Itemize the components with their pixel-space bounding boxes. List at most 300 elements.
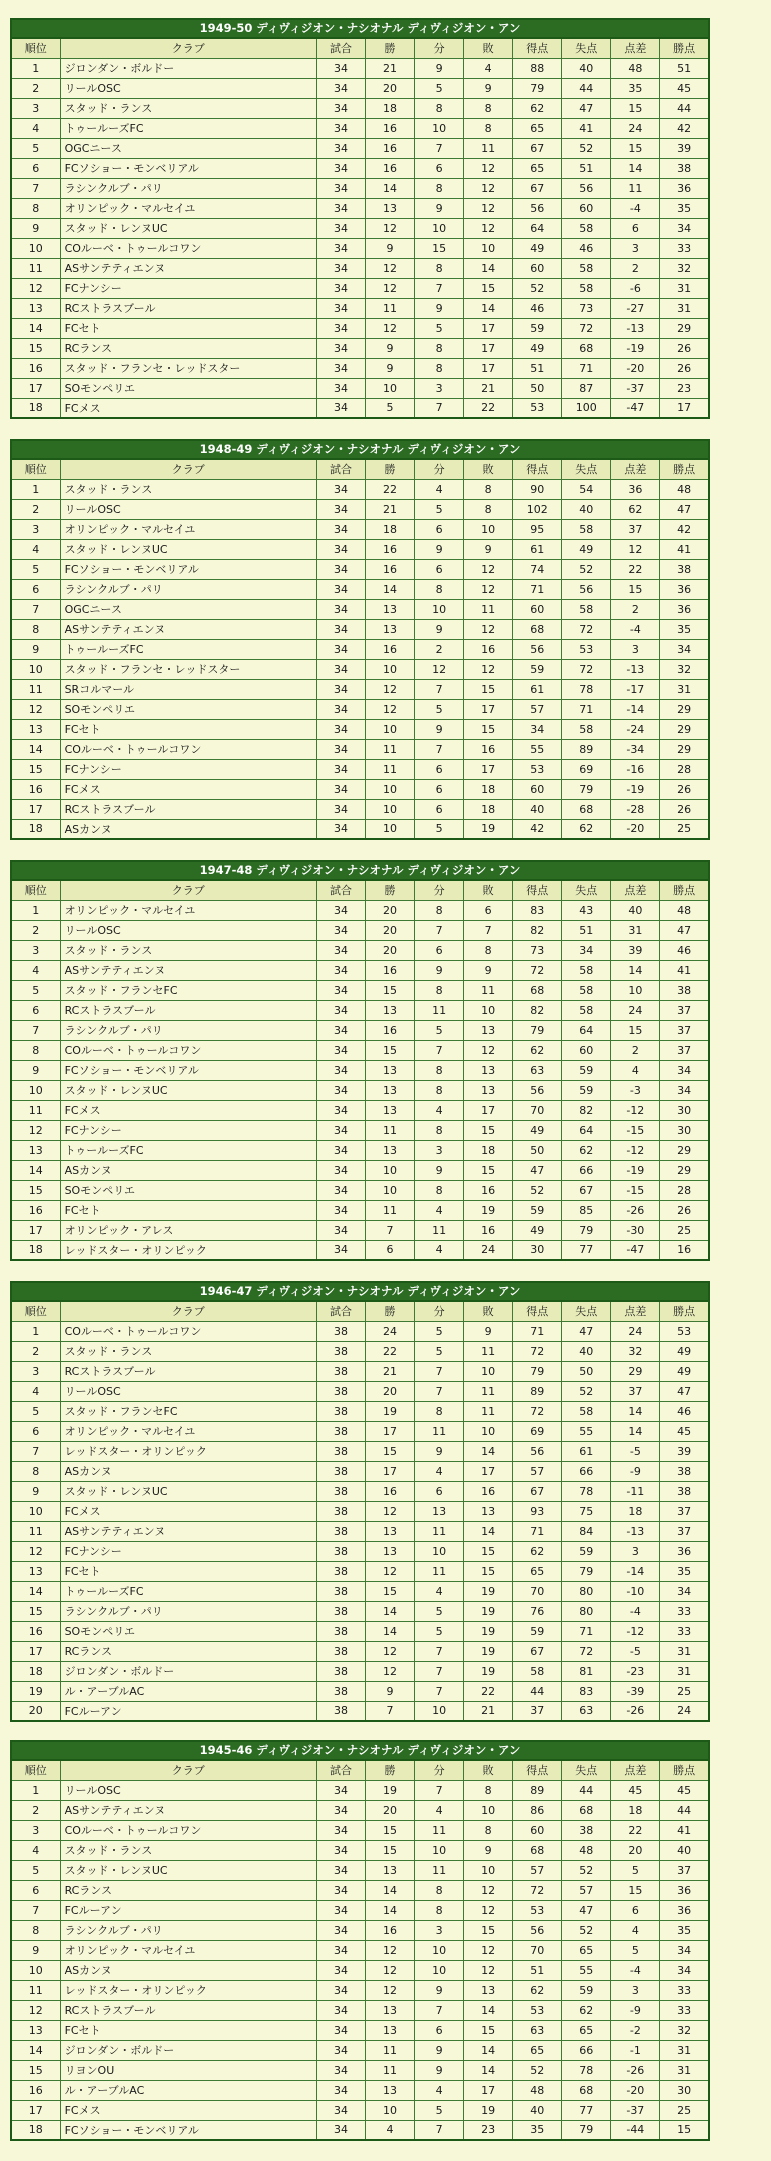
cell-goals-for: 89 [513,1381,562,1401]
cell-goals-for: 72 [513,1341,562,1361]
cell-goals-for: 72 [513,1880,562,1900]
cell-points: 44 [660,1800,709,1820]
cell-won: 12 [365,318,414,338]
cell-played: 38 [316,1561,365,1581]
cell-points: 37 [660,1040,709,1060]
cell-goal-difference: -19 [611,338,660,358]
cell-won: 12 [365,218,414,238]
table-row [11,2020,709,2040]
cell-played: 38 [316,1541,365,1561]
cell-goal-difference: -6 [611,278,660,298]
table-row [11,358,709,378]
cell-points: 29 [660,719,709,739]
table-row [11,318,709,338]
table-row [11,779,709,799]
table-row [11,719,709,739]
cell-played: 38 [316,1641,365,1661]
cell-played: 34 [316,178,365,198]
cell-drawn: 9 [415,619,464,639]
cell-won: 7 [365,1220,414,1240]
cell-drawn: 8 [415,1900,464,1920]
table-row [11,158,709,178]
table-row [11,1000,709,1020]
cell-points: 15 [660,2120,709,2140]
table-row [11,980,709,1000]
cell-goals-against: 78 [562,2060,611,2080]
cell-lost: 17 [464,1100,513,1120]
cell-goal-difference: -20 [611,358,660,378]
cell-goals-for: 83 [513,900,562,920]
cell-position: 8 [11,198,60,218]
cell-drawn: 6 [415,519,464,539]
cell-points: 53 [660,1321,709,1341]
table-row [11,1120,709,1140]
cell-drawn: 11 [415,1820,464,1840]
cell-position: 5 [11,1401,60,1421]
cell-position: 3 [11,98,60,118]
cell-drawn: 4 [415,1581,464,1601]
cell-lost: 17 [464,1461,513,1481]
cell-drawn: 7 [415,398,464,418]
cell-lost: 21 [464,1701,513,1721]
cell-won: 18 [365,98,414,118]
cell-won: 20 [365,900,414,920]
cell-points: 25 [660,2100,709,2120]
cell-lost: 10 [464,1421,513,1441]
cell-points: 26 [660,1200,709,1220]
cell-lost: 12 [464,579,513,599]
cell-points: 36 [660,178,709,198]
cell-position: 2 [11,1800,60,1820]
table-row [11,78,709,98]
cell-goal-difference: -9 [611,2000,660,2020]
cell-points: 38 [660,980,709,1000]
cell-position: 4 [11,1840,60,1860]
cell-won: 20 [365,78,414,98]
cell-played: 38 [316,1681,365,1701]
cell-lost: 19 [464,1581,513,1601]
cell-goals-against: 79 [562,2120,611,2140]
cell-points: 26 [660,358,709,378]
cell-position: 7 [11,1900,60,1920]
cell-drawn: 6 [415,158,464,178]
cell-drawn: 4 [415,1461,464,1481]
cell-points: 31 [660,2060,709,2080]
cell-won: 5 [365,398,414,418]
cell-lost: 12 [464,1960,513,1980]
cell-lost: 12 [464,559,513,579]
cell-club: FCメス [60,1501,316,1521]
cell-drawn: 7 [415,138,464,158]
cell-goals-for: 59 [513,1621,562,1641]
table-row [11,98,709,118]
cell-club: スタッド・ランス [60,940,316,960]
table-row [11,2000,709,2020]
cell-won: 20 [365,940,414,960]
cell-goal-difference: 14 [611,1401,660,1421]
cell-played: 38 [316,1661,365,1681]
cell-played: 34 [316,1920,365,1940]
cell-goals-against: 60 [562,198,611,218]
cell-lost: 14 [464,2060,513,2080]
cell-goals-for: 53 [513,2000,562,2020]
cell-won: 13 [365,2020,414,2040]
cell-goal-difference: -14 [611,1561,660,1581]
column-header-position: 順位 [11,38,60,58]
cell-lost: 10 [464,1800,513,1820]
cell-played: 34 [316,559,365,579]
cell-lost: 19 [464,819,513,839]
cell-lost: 8 [464,1820,513,1840]
cell-played: 34 [316,1080,365,1100]
cell-club: オリンピック・マルセイユ [60,198,316,218]
cell-goals-for: 86 [513,1800,562,1820]
column-header-played: 試合 [316,880,365,900]
cell-lost: 9 [464,1321,513,1341]
cell-goals-against: 59 [562,1060,611,1080]
cell-played: 34 [316,639,365,659]
cell-played: 34 [316,298,365,318]
cell-points: 33 [660,1980,709,2000]
cell-drawn: 12 [415,659,464,679]
cell-goals-against: 77 [562,1240,611,1260]
cell-goals-for: 51 [513,358,562,378]
cell-goals-for: 42 [513,819,562,839]
cell-won: 20 [365,1800,414,1820]
column-header-drawn: 分 [415,459,464,479]
cell-goals-for: 71 [513,579,562,599]
column-header-goals-for: 得点 [513,1301,562,1321]
cell-position: 13 [11,719,60,739]
column-header-played: 試合 [316,459,365,479]
cell-goals-against: 68 [562,1800,611,1820]
cell-lost: 9 [464,960,513,980]
cell-played: 34 [316,940,365,960]
cell-played: 34 [316,679,365,699]
cell-goal-difference: 4 [611,1060,660,1080]
cell-position: 18 [11,2120,60,2140]
cell-goal-difference: 29 [611,1361,660,1381]
cell-played: 34 [316,499,365,519]
cell-club: FCルーアン [60,1701,316,1721]
cell-goals-for: 88 [513,58,562,78]
table-row [11,1800,709,1820]
cell-drawn: 10 [415,599,464,619]
cell-points: 34 [660,1960,709,1980]
cell-drawn: 8 [415,1120,464,1140]
cell-goals-for: 70 [513,1581,562,1601]
cell-lost: 13 [464,1060,513,1080]
cell-club: RCストラスブール [60,799,316,819]
cell-lost: 16 [464,1481,513,1501]
cell-drawn: 4 [415,1100,464,1120]
cell-position: 8 [11,1461,60,1481]
cell-drawn: 11 [415,1000,464,1020]
season-standings-table [10,860,710,1261]
cell-goal-difference: -13 [611,659,660,679]
cell-drawn: 13 [415,1501,464,1521]
table-row [11,278,709,298]
cell-goal-difference: -17 [611,679,660,699]
cell-lost: 11 [464,599,513,619]
cell-drawn: 9 [415,1160,464,1180]
cell-drawn: 9 [415,298,464,318]
cell-club: ASサンテティエンヌ [60,258,316,278]
cell-played: 34 [316,278,365,298]
cell-lost: 11 [464,1381,513,1401]
cell-goals-against: 52 [562,559,611,579]
cell-drawn: 7 [415,1361,464,1381]
cell-goals-for: 90 [513,479,562,499]
cell-drawn: 10 [415,1701,464,1721]
cell-position: 11 [11,1100,60,1120]
column-header-played: 試合 [316,1760,365,1780]
cell-lost: 8 [464,98,513,118]
cell-club: オリンピック・アレス [60,1220,316,1240]
cell-goal-difference: 31 [611,920,660,940]
cell-goals-for: 30 [513,1240,562,1260]
cell-drawn: 8 [415,980,464,1000]
cell-played: 34 [316,2100,365,2120]
cell-played: 38 [316,1321,365,1341]
cell-goals-against: 43 [562,900,611,920]
cell-goals-for: 70 [513,1100,562,1120]
column-header-position: 順位 [11,880,60,900]
cell-points: 35 [660,198,709,218]
cell-club: SRコルマール [60,679,316,699]
cell-won: 15 [365,1581,414,1601]
cell-goals-for: 60 [513,599,562,619]
cell-club: COルーベ・トゥールコワン [60,1820,316,1840]
cell-goal-difference: 14 [611,960,660,980]
cell-played: 38 [316,1521,365,1541]
cell-played: 34 [316,699,365,719]
cell-position: 5 [11,1860,60,1880]
cell-points: 33 [660,2000,709,2020]
column-header-lost: 敗 [464,880,513,900]
cell-won: 10 [365,819,414,839]
cell-goals-for: 63 [513,2020,562,2040]
cell-won: 6 [365,1240,414,1260]
cell-club: FCルーアン [60,1900,316,1920]
cell-lost: 10 [464,1361,513,1381]
cell-goals-against: 52 [562,1920,611,1940]
cell-won: 21 [365,58,414,78]
cell-goals-for: 93 [513,1501,562,1521]
cell-won: 19 [365,1401,414,1421]
cell-goal-difference: -27 [611,298,660,318]
cell-points: 48 [660,900,709,920]
cell-goals-for: 52 [513,2060,562,2080]
cell-goal-difference: -26 [611,1200,660,1220]
cell-lost: 13 [464,1501,513,1521]
cell-points: 29 [660,1140,709,1160]
cell-points: 35 [660,1920,709,1940]
cell-goals-against: 80 [562,1601,611,1621]
cell-goals-against: 79 [562,1561,611,1581]
cell-club: FCソショー・モンベリアル [60,158,316,178]
header-row [11,459,709,479]
cell-lost: 9 [464,1840,513,1860]
cell-won: 15 [365,1840,414,1860]
cell-played: 38 [316,1341,365,1361]
cell-played: 34 [316,1960,365,1980]
cell-won: 10 [365,659,414,679]
cell-played: 34 [316,479,365,499]
cell-goals-for: 49 [513,1120,562,1140]
cell-goals-against: 62 [562,819,611,839]
cell-points: 29 [660,739,709,759]
cell-goals-against: 78 [562,679,611,699]
cell-played: 34 [316,1140,365,1160]
cell-points: 24 [660,1701,709,1721]
cell-points: 41 [660,960,709,980]
cell-won: 11 [365,759,414,779]
cell-goal-difference: 15 [611,1020,660,1040]
cell-lost: 9 [464,78,513,98]
table-row [11,2060,709,2080]
cell-won: 14 [365,178,414,198]
cell-goals-for: 79 [513,1361,562,1381]
cell-goals-against: 82 [562,1100,611,1120]
cell-club: OGCニース [60,138,316,158]
cell-points: 35 [660,619,709,639]
cell-lost: 12 [464,1040,513,1060]
table-row [11,1200,709,1220]
cell-goal-difference: 36 [611,479,660,499]
cell-points: 47 [660,499,709,519]
cell-position: 17 [11,1220,60,1240]
cell-position: 8 [11,1040,60,1060]
cell-goal-difference: 4 [611,1920,660,1940]
cell-goal-difference: -1 [611,2040,660,2060]
cell-drawn: 11 [415,1220,464,1240]
cell-played: 34 [316,819,365,839]
cell-goals-for: 82 [513,1000,562,1020]
cell-won: 18 [365,519,414,539]
cell-goals-for: 70 [513,1940,562,1960]
cell-club: FCメス [60,398,316,418]
cell-played: 38 [316,1621,365,1641]
cell-goals-against: 72 [562,619,611,639]
cell-position: 20 [11,1701,60,1721]
cell-won: 13 [365,1860,414,1880]
cell-played: 34 [316,779,365,799]
cell-club: オリンピック・マルセイユ [60,519,316,539]
cell-drawn: 8 [415,1880,464,1900]
cell-played: 34 [316,1940,365,1960]
cell-goals-for: 69 [513,1421,562,1441]
cell-goals-against: 71 [562,699,611,719]
cell-club: ASサンテティエンヌ [60,960,316,980]
cell-goals-for: 61 [513,679,562,699]
cell-lost: 19 [464,1200,513,1220]
cell-goals-against: 47 [562,1321,611,1341]
season-title: 1947-48 ディヴィジオン・ナシオナル ディヴィジオン・アン [10,860,710,879]
cell-club: RCストラスブール [60,1000,316,1020]
cell-position: 2 [11,499,60,519]
cell-goals-for: 48 [513,2080,562,2100]
cell-points: 47 [660,1381,709,1401]
cell-club: FCソショー・モンベリアル [60,1060,316,1080]
cell-drawn: 6 [415,759,464,779]
cell-club: ASサンテティエンヌ [60,619,316,639]
cell-lost: 15 [464,1160,513,1180]
cell-points: 28 [660,759,709,779]
cell-lost: 10 [464,519,513,539]
cell-club: スタッド・ランス [60,1341,316,1361]
cell-played: 34 [316,2040,365,2060]
cell-position: 6 [11,1000,60,1020]
cell-position: 1 [11,1780,60,1800]
cell-goals-against: 63 [562,1701,611,1721]
season-standings-table [10,1281,710,1722]
cell-goals-against: 58 [562,1401,611,1421]
cell-goal-difference: -5 [611,1641,660,1661]
table-row [11,1401,709,1421]
cell-goals-for: 49 [513,1220,562,1240]
cell-lost: 12 [464,1900,513,1920]
cell-goals-against: 58 [562,519,611,539]
cell-won: 13 [365,1521,414,1541]
cell-played: 34 [316,1160,365,1180]
cell-lost: 22 [464,398,513,418]
cell-position: 16 [11,358,60,378]
cell-won: 13 [365,599,414,619]
table-row [11,258,709,278]
table-row [11,1661,709,1681]
cell-points: 42 [660,118,709,138]
cell-goals-against: 34 [562,940,611,960]
cell-club: RCストラスブール [60,298,316,318]
cell-position: 9 [11,1060,60,1080]
cell-goals-for: 61 [513,539,562,559]
table-row [11,1381,709,1401]
cell-drawn: 7 [415,1641,464,1661]
table-row [11,679,709,699]
cell-won: 16 [365,539,414,559]
cell-position: 4 [11,118,60,138]
cell-goals-against: 52 [562,138,611,158]
cell-played: 34 [316,358,365,378]
column-header-club: クラブ [60,1760,316,1780]
cell-drawn: 7 [415,1381,464,1401]
cell-played: 38 [316,1381,365,1401]
cell-drawn: 8 [415,900,464,920]
cell-won: 12 [365,258,414,278]
cell-position: 13 [11,1561,60,1581]
cell-position: 10 [11,1080,60,1100]
cell-drawn: 4 [415,1200,464,1220]
table-row [11,1140,709,1160]
cell-goal-difference: 3 [611,1980,660,2000]
cell-points: 31 [660,1661,709,1681]
cell-goal-difference: -20 [611,2080,660,2100]
cell-lost: 15 [464,2020,513,2040]
cell-drawn: 3 [415,378,464,398]
cell-points: 31 [660,1641,709,1661]
table-row [11,1681,709,1701]
table-row [11,1080,709,1100]
cell-points: 32 [660,2020,709,2040]
cell-goal-difference: 18 [611,1800,660,1820]
cell-position: 7 [11,1020,60,1040]
column-header-won: 勝 [365,459,414,479]
cell-lost: 13 [464,1020,513,1040]
column-header-goal-difference: 点差 [611,1301,660,1321]
cell-club: トゥールーズFC [60,118,316,138]
cell-position: 16 [11,779,60,799]
